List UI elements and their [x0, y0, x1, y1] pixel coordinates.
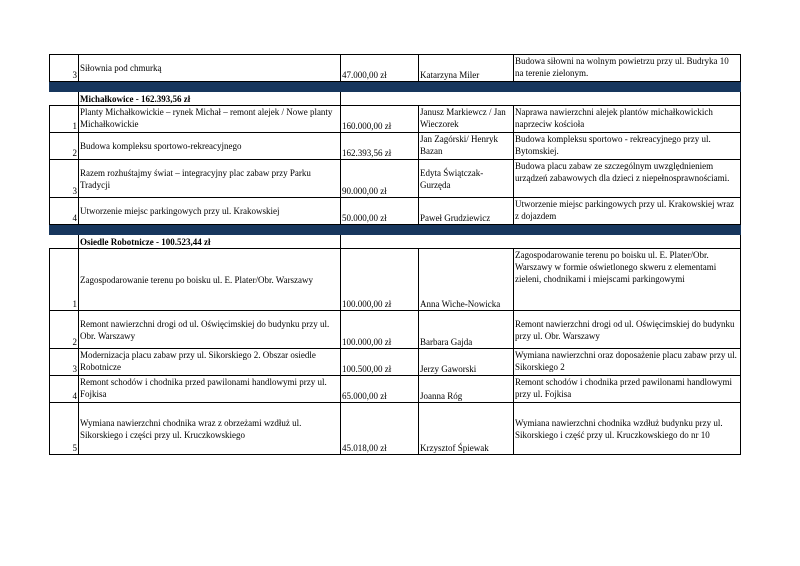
- project-amount: 100.000,00 zł: [341, 311, 419, 349]
- row-number: 1: [50, 106, 79, 133]
- project-name: Budowa kompleksu sportowo-rekreacyjnego: [79, 133, 341, 160]
- row-number: 2: [50, 133, 79, 160]
- project-description: Naprawa nawierzchni alejek plantów michałkowickich naprzeciw kościoła: [514, 106, 741, 133]
- section-header: [50, 235, 741, 249]
- project-amount: 100.000,00 zł: [341, 249, 419, 311]
- project-author: Anna Wiche-Nowicka: [419, 249, 514, 311]
- project-author: Joanna Róg: [419, 376, 514, 403]
- project-name: Zagospodarowanie terenu po boisku ul. E. Plater/Obr. Warszawy: [79, 249, 341, 311]
- project-name: Razem rozhuśtajmy świat – integracyjny plac zabaw przy Parku Tradycji: [79, 160, 341, 198]
- project-name: Planty Michałkowickie – rynek Michał – remont alejek / Nowe planty Michałkowickie: [79, 106, 341, 133]
- row-number: 3: [50, 349, 79, 376]
- project-name: Modernizacja placu zabaw przy ul. Sikorskiego 2. Obszar osiedle Robotnicze: [79, 349, 341, 376]
- project-amount: 47.000,00 zł: [341, 55, 419, 82]
- project-author: Jerzy Gaworski: [419, 349, 514, 376]
- table-row: [50, 133, 741, 160]
- project-amount: 90.000,00 zł: [341, 160, 419, 198]
- table-row: [50, 349, 741, 376]
- project-name: Remont nawierzchni drogi od ul. Oświęcimskiej do budynku przy ul. Obr. Warszawy: [79, 311, 341, 349]
- row-number: 4: [50, 376, 79, 403]
- project-name: Wymiana nawierzchni chodnika wraz z obrzeżami wzdłuż ul. Sikorskiego i części przy ul. Kruczkowskiego: [79, 403, 341, 455]
- project-description: Utworzenie miejsc parkingowych przy ul. Krakowskiej wraz z dojazdem: [514, 198, 741, 225]
- project-author: Jan Zagórski/ Henryk Bazan: [419, 133, 514, 160]
- project-name: Remont schodów i chodnika przed pawilonami handlowymi przy ul. Fojkisa: [79, 376, 341, 403]
- project-amount: 162.393,56 zł: [341, 133, 419, 160]
- project-author: Paweł Grudziewicz: [419, 198, 514, 225]
- project-description: Wymiana nawierzchni oraz doposażenie placu zabaw przy ul. Sikorskiego 2: [514, 349, 741, 376]
- projects-table: [49, 54, 741, 455]
- row-number: 2: [50, 311, 79, 349]
- project-amount: 65.000,00 zł: [341, 376, 419, 403]
- project-description: Budowa placu zabaw ze szczególnym uwzględnieniem urządzeń zabawowych dla dzieci z niepełnosprawnościami.: [514, 160, 741, 198]
- project-author: Barbara Gajda: [419, 311, 514, 349]
- table-row: [50, 376, 741, 403]
- table-row: [50, 311, 741, 349]
- table-row: [50, 403, 741, 455]
- table-row: [50, 249, 741, 311]
- project-name: Utworzenie miejsc parkingowych przy ul. Krakowskiej: [79, 198, 341, 225]
- table-row: [50, 106, 741, 133]
- section-title: Michałkowice - 162.393,56 zł: [79, 92, 341, 106]
- section-divider: [50, 225, 741, 235]
- section-title: Osiedle Robotnicze - 100.523,44 zł: [79, 235, 341, 249]
- project-description: Budowa siłowni na wolnym powietrzu przy ul. Budryka 10 na terenie zielonym.: [514, 55, 741, 82]
- table-row: [50, 198, 741, 225]
- project-description: Zagospodarowanie terenu po boisku ul. E. Plater/Obr. Warszawy w formie oświetlonego skweru z elementami zieleni, chodnikami i miejscami parkingowymi: [514, 249, 741, 311]
- project-author: Katarzyna Miler: [419, 55, 514, 82]
- row-number: 3: [50, 160, 79, 198]
- project-description: Wymiana nawierzchni chodnika wzdłuż budynku przy ul. Sikorskiego i część przy ul. Kruczkowskiego do nr 10: [514, 403, 741, 455]
- project-author: Edyta Świątczak-Gurzęda: [419, 160, 514, 198]
- project-amount: 100.500,00 zł: [341, 349, 419, 376]
- project-amount: 45.018,00 zł: [341, 403, 419, 455]
- project-amount: 50.000,00 zł: [341, 198, 419, 225]
- row-number: 5: [50, 403, 79, 455]
- table-row: [50, 55, 741, 82]
- row-number: 3: [50, 55, 79, 82]
- project-description: Budowa kompleksu sportowo - rekreacyjnego przy ul. Bytomskiej.: [514, 133, 741, 160]
- project-description: Remont schodów i chodnika przed pawilonami handlowymi przy ul. Fojkisa: [514, 376, 741, 403]
- project-description: Remont nawierzchni drogi od ul. Oświęcimskiej do budynku przy ul. Obr. Warszawy: [514, 311, 741, 349]
- project-amount: 160.000,00 zł: [341, 106, 419, 133]
- project-author: Janusz Markiewcz / Jan Wieczorek: [419, 106, 514, 133]
- table-row: [50, 160, 741, 198]
- row-number: 4: [50, 198, 79, 225]
- project-author: Krzysztof Śpiewak: [419, 403, 514, 455]
- project-name: Siłownia pod chmurką: [79, 55, 341, 82]
- row-number: 1: [50, 249, 79, 311]
- section-header: [50, 92, 741, 106]
- section-divider: [50, 82, 741, 92]
